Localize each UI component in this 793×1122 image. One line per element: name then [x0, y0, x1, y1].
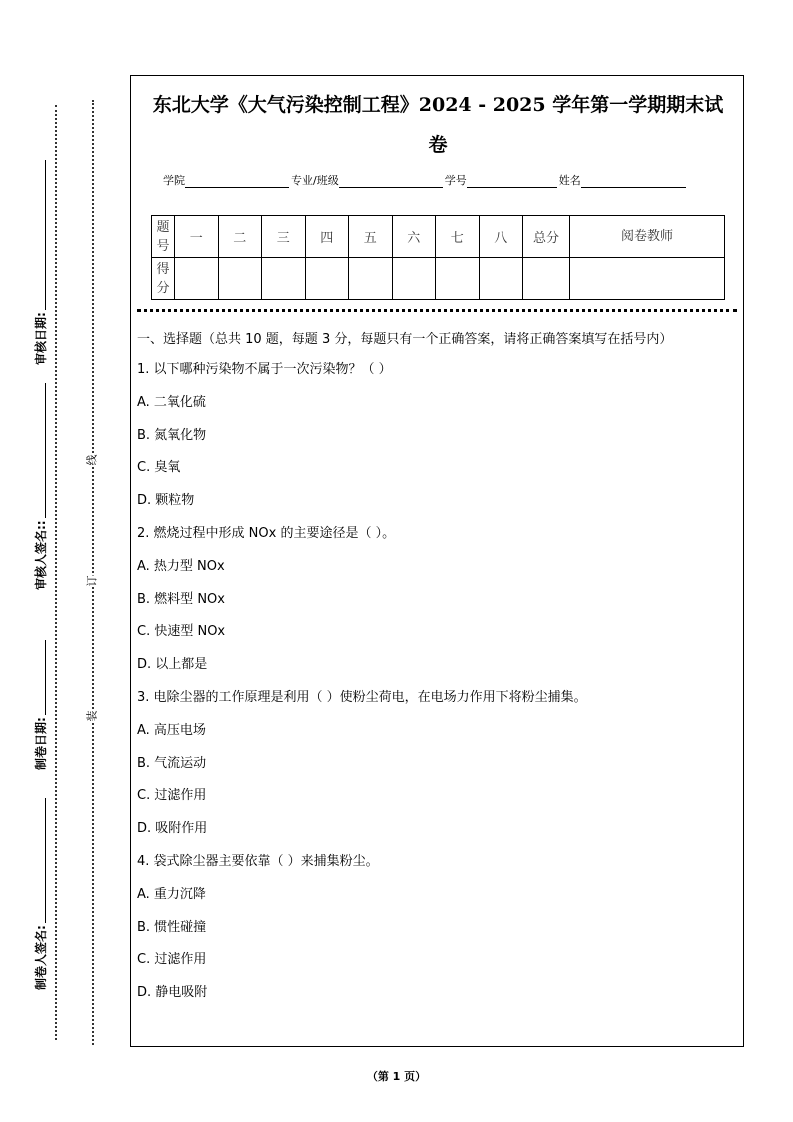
question-option: B. 燃料型 NOx — [137, 591, 225, 607]
maker-sign-blank[interactable] — [35, 798, 46, 923]
score-table-header — [152, 216, 725, 258]
maker-sign-field — [32, 798, 49, 990]
section-intro: 一、选择题（总共 10 题，每题 3 分，每题只有一个正确答案，请将正确答案填写在括号内） — [137, 332, 673, 347]
header-cell: 总分 — [523, 216, 570, 258]
header-cell: 六 — [392, 216, 436, 258]
question-option: B. 惯性碰撞 — [137, 919, 207, 935]
score-cell[interactable] — [392, 258, 436, 300]
score-cell[interactable] — [175, 258, 219, 300]
binding-mark-bind: 订 — [85, 575, 99, 587]
binding-mark-line: 线 — [85, 454, 99, 466]
major-label: 专业/班级 — [291, 174, 339, 187]
question-stem: 1. 以下哪种污染物不属于一次污染物？（ ） — [137, 362, 392, 377]
score-cell[interactable] — [570, 258, 725, 300]
header-cell: 二 — [218, 216, 262, 258]
review-date-blank[interactable] — [35, 160, 46, 310]
score-cell[interactable] — [262, 258, 306, 300]
question-option: D. 静电吸附 — [137, 985, 208, 1001]
header-cell: 阅卷教师 — [570, 216, 725, 258]
score-cell[interactable] — [523, 258, 570, 300]
score-cell[interactable] — [218, 258, 262, 300]
review-date-field — [32, 160, 49, 365]
binding-dotted-line-outer — [55, 105, 57, 1040]
name-label: 姓名 — [558, 174, 581, 187]
score-row-label: 得分 — [152, 258, 175, 300]
reviewer-sign-blank[interactable] — [35, 383, 46, 518]
question-option: B. 氮氧化物 — [137, 427, 207, 443]
header-cell: 一 — [175, 216, 219, 258]
header-cell: 八 — [479, 216, 523, 258]
header-cell: 三 — [262, 216, 306, 258]
question-option: A. 重力沉降 — [137, 886, 206, 902]
major-blank[interactable] — [339, 175, 443, 188]
review-date-label: 审核日期: — [34, 312, 48, 365]
question-option: B. 气流运动 — [137, 755, 207, 771]
question-stem: 2. 燃烧过程中形成 NOx 的主要途径是（ ）。 — [137, 525, 396, 541]
page-number: （第 1 页） — [366, 1070, 427, 1083]
score-row — [152, 258, 725, 300]
question-option: C. 快速型 NOx — [137, 624, 226, 640]
make-date-blank[interactable] — [35, 640, 46, 715]
header-cell: 七 — [436, 216, 480, 258]
student-id-label: 学号 — [444, 174, 467, 187]
question-option: A. 热力型 NOx — [137, 558, 225, 574]
student-id-blank[interactable] — [467, 175, 557, 188]
score-cell[interactable] — [479, 258, 523, 300]
name-blank[interactable] — [581, 175, 686, 188]
question-option: C. 臭氧 — [137, 460, 181, 476]
question-option: D. 吸附作用 — [137, 821, 208, 837]
header-cell: 题号 — [152, 216, 175, 258]
score-table — [151, 215, 725, 300]
exam-frame — [130, 75, 744, 1047]
exam-title-cont: 卷 — [428, 134, 448, 156]
make-date-field — [32, 640, 49, 770]
reviewer-sign-label: 审核人签名:: — [34, 520, 48, 590]
student-info — [163, 172, 688, 188]
question-option: D. 以上都是 — [137, 657, 208, 673]
make-date-label: 制卷日期: — [34, 717, 48, 770]
binding-dotted-line-inner — [92, 100, 94, 1045]
maker-sign-label: 制卷人签名: — [34, 925, 48, 990]
exam-title: 东北大学《大气污染控制工程》2024 - 2025 学年第一学期期末试 — [152, 94, 724, 116]
binding-mark-staple: 装 — [85, 710, 99, 722]
question-option: A. 二氧化硫 — [137, 394, 206, 410]
question-option: C. 过滤作用 — [137, 788, 207, 804]
score-cell[interactable] — [305, 258, 349, 300]
header-cell: 五 — [349, 216, 393, 258]
header-cell: 四 — [305, 216, 349, 258]
college-label: 学院 — [163, 174, 185, 187]
question-option: D. 颗粒物 — [137, 493, 195, 509]
question-option: C. 过滤作用 — [137, 952, 207, 968]
score-cell[interactable] — [349, 258, 393, 300]
question-option: A. 高压电场 — [137, 722, 206, 738]
questions — [137, 329, 737, 1016]
college-blank[interactable] — [185, 175, 289, 188]
section-divider — [137, 309, 737, 312]
score-cell[interactable] — [436, 258, 480, 300]
reviewer-sign-field — [32, 383, 49, 590]
question-stem: 3. 电除尘器的工作原理是利用（ ）使粉尘荷电，在电场力作用下将粉尘捕集。 — [137, 689, 587, 705]
question-stem: 4. 袋式除尘器主要依靠（ ）来捕集粉尘。 — [137, 853, 379, 869]
